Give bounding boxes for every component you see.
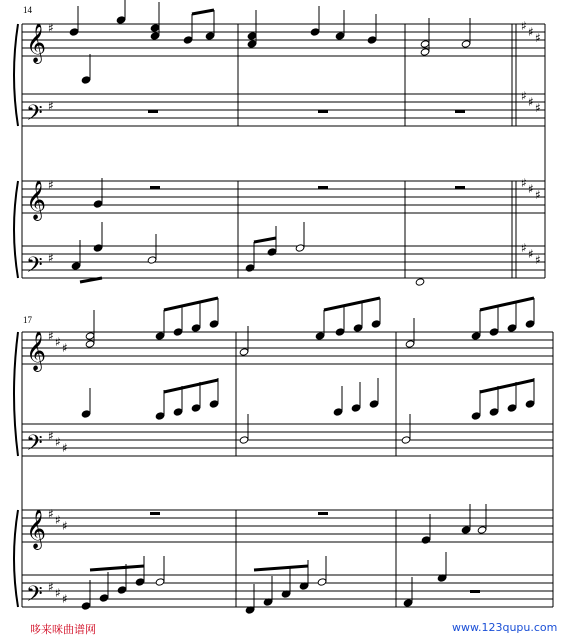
- sharp-icon: ♯: [48, 178, 54, 192]
- beam: [90, 566, 144, 570]
- sharp-icon: ♯: [48, 99, 54, 113]
- sharp-icon: ♯: [48, 251, 54, 265]
- note-head: [150, 32, 160, 40]
- beam: [164, 380, 218, 392]
- note-head: [525, 320, 535, 328]
- sharp-icon: ♯: [521, 89, 527, 103]
- note-head: [116, 16, 126, 24]
- note-head: [461, 40, 471, 48]
- sharp-icon: ♯: [48, 429, 54, 443]
- rest: [150, 186, 160, 189]
- sharp-icon: ♯: [48, 21, 54, 35]
- note-head: [99, 594, 109, 602]
- note-head: [489, 328, 499, 336]
- sharp-icon: ♯: [62, 441, 68, 455]
- sharp-icon: ♯: [528, 182, 534, 196]
- note-head: [477, 526, 487, 534]
- sharp-icon: ♯: [62, 341, 68, 355]
- bass-clef-icon: 𝄢: [26, 431, 43, 461]
- bass-clef-icon: 𝄢: [26, 253, 43, 283]
- beam: [192, 10, 214, 14]
- note-head: [247, 40, 257, 48]
- rest: [318, 512, 328, 515]
- bass-clef-icon: 𝄢: [26, 101, 43, 131]
- staff-lines: [22, 24, 553, 607]
- note-head: [295, 244, 305, 252]
- beam: [254, 566, 308, 570]
- note-head: [333, 408, 343, 416]
- rest: [318, 186, 328, 189]
- note-head: [471, 332, 481, 340]
- rest: [318, 110, 328, 113]
- note-head: [81, 602, 91, 610]
- note-head: [71, 262, 81, 270]
- sharp-icon: ♯: [521, 176, 527, 190]
- sharp-icon: ♯: [62, 519, 68, 533]
- note-head: [405, 340, 415, 348]
- brace-icon: [14, 24, 18, 126]
- note-head: [150, 24, 160, 32]
- sharp-icon: ♯: [535, 31, 541, 45]
- bass-clef-icon: 𝄢: [26, 582, 43, 612]
- beam: [324, 298, 380, 310]
- note-head: [421, 536, 431, 544]
- sharp-icon: ♯: [55, 513, 61, 527]
- note-head: [239, 436, 249, 444]
- note-head: [315, 332, 325, 340]
- note-head: [239, 348, 249, 356]
- note-head: [209, 400, 219, 408]
- note-head: [155, 578, 165, 586]
- note-head: [353, 324, 363, 332]
- note-head: [173, 408, 183, 416]
- rest: [470, 590, 480, 593]
- note-head: [247, 32, 257, 40]
- note-head: [415, 278, 425, 286]
- sharp-icon: ♯: [62, 592, 68, 606]
- beam: [254, 238, 276, 242]
- note-head: [471, 412, 481, 420]
- note-head: [155, 332, 165, 340]
- note-head: [317, 578, 327, 586]
- beam: [480, 298, 534, 310]
- treble-clef-icon: 𝄞: [26, 331, 47, 371]
- music-marks: [14, 0, 553, 614]
- note-head: [85, 340, 95, 348]
- brace-icon: [14, 181, 18, 278]
- sharp-icon: ♯: [521, 241, 527, 255]
- site-url[interactable]: www.123qupu.com: [452, 621, 558, 634]
- note-head: [69, 28, 79, 36]
- note-head: [191, 324, 201, 332]
- note-head: [267, 248, 277, 256]
- sharp-icon: ♯: [535, 101, 541, 115]
- treble-clef-icon: 𝄞: [26, 180, 47, 220]
- note-head: [85, 332, 95, 340]
- note-head: [135, 578, 145, 586]
- note-head: [245, 264, 255, 272]
- note-head: [403, 599, 413, 607]
- beam: [164, 298, 218, 310]
- treble-clef-icon: 𝄞: [26, 509, 47, 549]
- note-head: [310, 28, 320, 36]
- measure-number-14: 14: [23, 5, 32, 15]
- note-head: [93, 244, 103, 252]
- note-head: [461, 526, 471, 534]
- note-head: [335, 328, 345, 336]
- note-head: [507, 404, 517, 412]
- note-head: [369, 400, 379, 408]
- note-head: [191, 404, 201, 412]
- note-head: [489, 408, 499, 416]
- note-head: [351, 404, 361, 412]
- sharp-icon: ♯: [55, 335, 61, 349]
- sharp-icon: ♯: [55, 586, 61, 600]
- measure-number-17: 17: [23, 315, 32, 325]
- sharp-icon: ♯: [535, 188, 541, 202]
- beam: [80, 278, 102, 282]
- note-head: [371, 320, 381, 328]
- sharp-icon: ♯: [528, 25, 534, 39]
- sharp-icon: ♯: [528, 247, 534, 261]
- rest: [150, 512, 160, 515]
- rest: [455, 186, 465, 189]
- note-head: [117, 586, 127, 594]
- sharp-icon: ♯: [48, 507, 54, 521]
- note-head: [367, 36, 377, 44]
- note-head: [205, 32, 215, 40]
- note-head: [420, 40, 430, 48]
- site-name[interactable]: 哆来咪曲谱网: [30, 623, 96, 636]
- treble-clef-icon: 𝄞: [26, 23, 47, 63]
- note-head: [173, 328, 183, 336]
- sharp-icon: ♯: [528, 95, 534, 109]
- note-head: [209, 320, 219, 328]
- note-head: [525, 400, 535, 408]
- sharp-icon: ♯: [48, 329, 54, 343]
- note-head: [81, 410, 91, 418]
- brace-icon: [14, 510, 18, 607]
- rest: [455, 110, 465, 113]
- note-head: [147, 256, 157, 264]
- note-head: [401, 436, 411, 444]
- note-head: [507, 324, 517, 332]
- note-head: [420, 48, 430, 56]
- note-head: [81, 76, 91, 84]
- rest: [148, 110, 158, 113]
- brace-icon: [14, 332, 18, 456]
- sharp-icon: ♯: [48, 580, 54, 594]
- note-head: [93, 200, 103, 208]
- sharp-icon: ♯: [535, 253, 541, 267]
- sharp-icon: ♯: [521, 19, 527, 33]
- note-head: [335, 32, 345, 40]
- beam: [480, 380, 534, 392]
- sharp-icon: ♯: [55, 435, 61, 449]
- note-head: [155, 412, 165, 420]
- note-head: [183, 36, 193, 44]
